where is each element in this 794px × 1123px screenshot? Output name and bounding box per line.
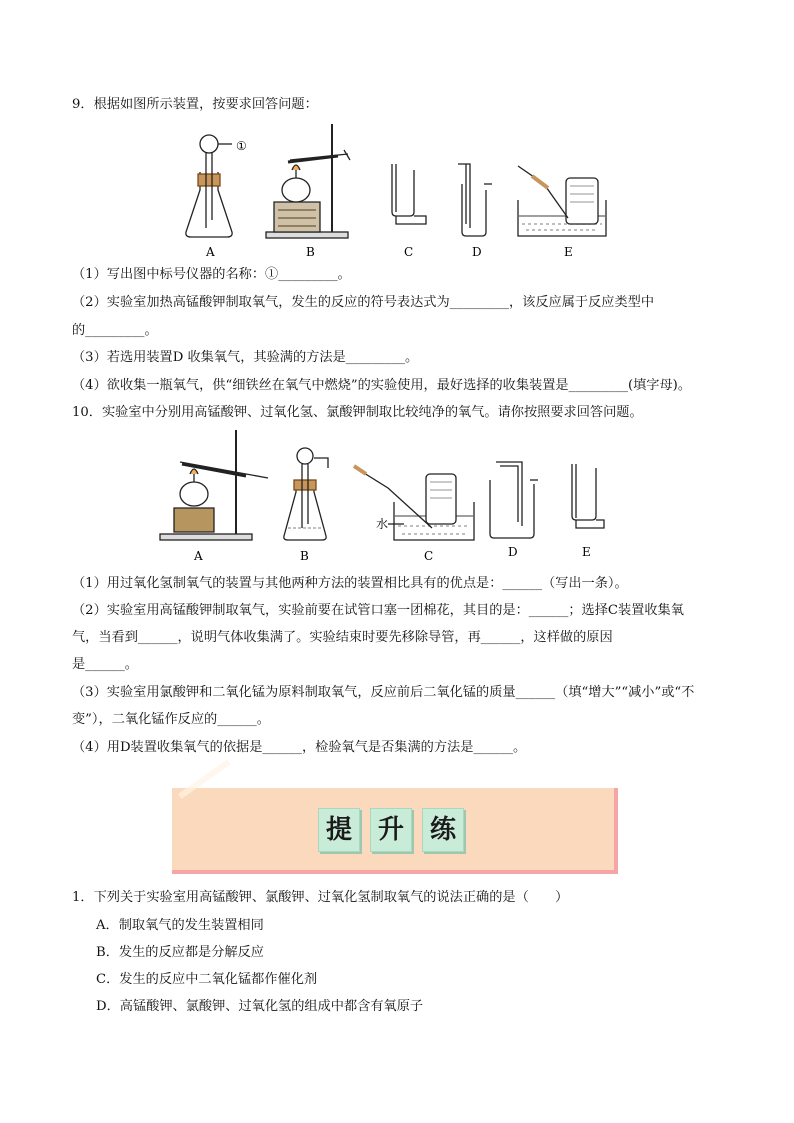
q1-option-c: C．发生的反应中二氧化锰都作催化剂 [96, 972, 318, 987]
banner-char-2: 升 [370, 808, 412, 852]
q10-part3b: 变”），二氧化锰作反应的______。 [72, 712, 270, 727]
q10-part3a: （3）实验室用氯酸钾和二氧化锰为原料制取氧气，反应前后二氧化锰的质量______（填“增大”“减小”或“不 [72, 685, 695, 700]
q10-part2a: （2）实验室用高锰酸钾制取氧气，实验前要在试管口塞一团棉花，其目的是：______；选择C装置收集氧 [72, 603, 684, 618]
q9-apparatus-figure [170, 120, 630, 264]
q9-label-a: A [206, 245, 215, 259]
q9-part2b: 的_________。 [72, 323, 158, 338]
q10-label-e: E [582, 545, 591, 559]
q10-water-label: 水 [376, 517, 389, 531]
q1-option-d: D．高锰酸钾、氯酸钾、过氧化氢的组成中都含有氧原子 [96, 999, 424, 1014]
q10-part2b: 气，当看到______，说明气体收集满了。实验结束时要先移除导管，再______，这样做的原因 [72, 630, 613, 645]
q10-apparatus-figure [156, 428, 636, 572]
banner-char-3: 练 [422, 808, 464, 852]
banner-gloss [178, 760, 231, 799]
q10-label-b: B [300, 549, 309, 563]
q10-part1: （1）用过氧化氢制氧气的装置与其他两种方法的装置相比具有的优点是：______（写出一条）。 [72, 576, 628, 591]
q9-label-c: C [404, 245, 414, 259]
q9-part4: （4）欲收集一瓶氧气，供“细铁丝在氧气中燃烧”的实验使用，最好选择的收集装置是_________(填字母)。 [72, 378, 692, 393]
banner-char-1: 提 [318, 808, 360, 852]
q9-part1: （1）写出图中标号仪器的名称：①_________。 [72, 267, 351, 282]
q10-part4: （4）用D装置收集氧气的依据是______，检验氧气是否集满的方法是______。 [72, 740, 527, 755]
q10-part2c: 是______。 [72, 657, 138, 672]
q10-label-a: A [194, 549, 203, 563]
q9-stem: 9．根据如图所示装置，按要求回答问题： [72, 97, 318, 112]
q1-option-b: B．发生的反应都是分解反应 [96, 945, 264, 960]
circle-mark-one: ① [236, 139, 247, 153]
q9-label-d: D [472, 245, 482, 259]
q10-apparatus-drawing [156, 428, 636, 568]
q1-option-a: A．制取氧气的发生装置相同 [96, 918, 264, 933]
q10-stem: 10．实验室中分别用高锰酸钾、过氧化氢、氯酸钾制取比较纯净的氧气。请你按照要求回答问题。 [72, 405, 643, 420]
q9-part3: （3）若选用装置D 收集氧气，其验满的方法是_________。 [72, 350, 419, 365]
q9-label-e: E [564, 245, 573, 259]
q10-label-d: D [508, 545, 518, 559]
q9-label-b: B [306, 245, 315, 259]
q9-apparatus-drawing [170, 120, 630, 260]
q10-label-c: C [424, 549, 434, 563]
q1-stem: 1．下列关于实验室用高锰酸钾、氯酸钾、过氧化氢制取氧气的说法正确的是（ ） [72, 890, 569, 905]
q9-part2a: （2）实验室加热高锰酸钾制取氧气，发生的反应的符号表达式为_________，该反应属于反应类型中 [72, 295, 655, 310]
section-banner [172, 788, 618, 874]
